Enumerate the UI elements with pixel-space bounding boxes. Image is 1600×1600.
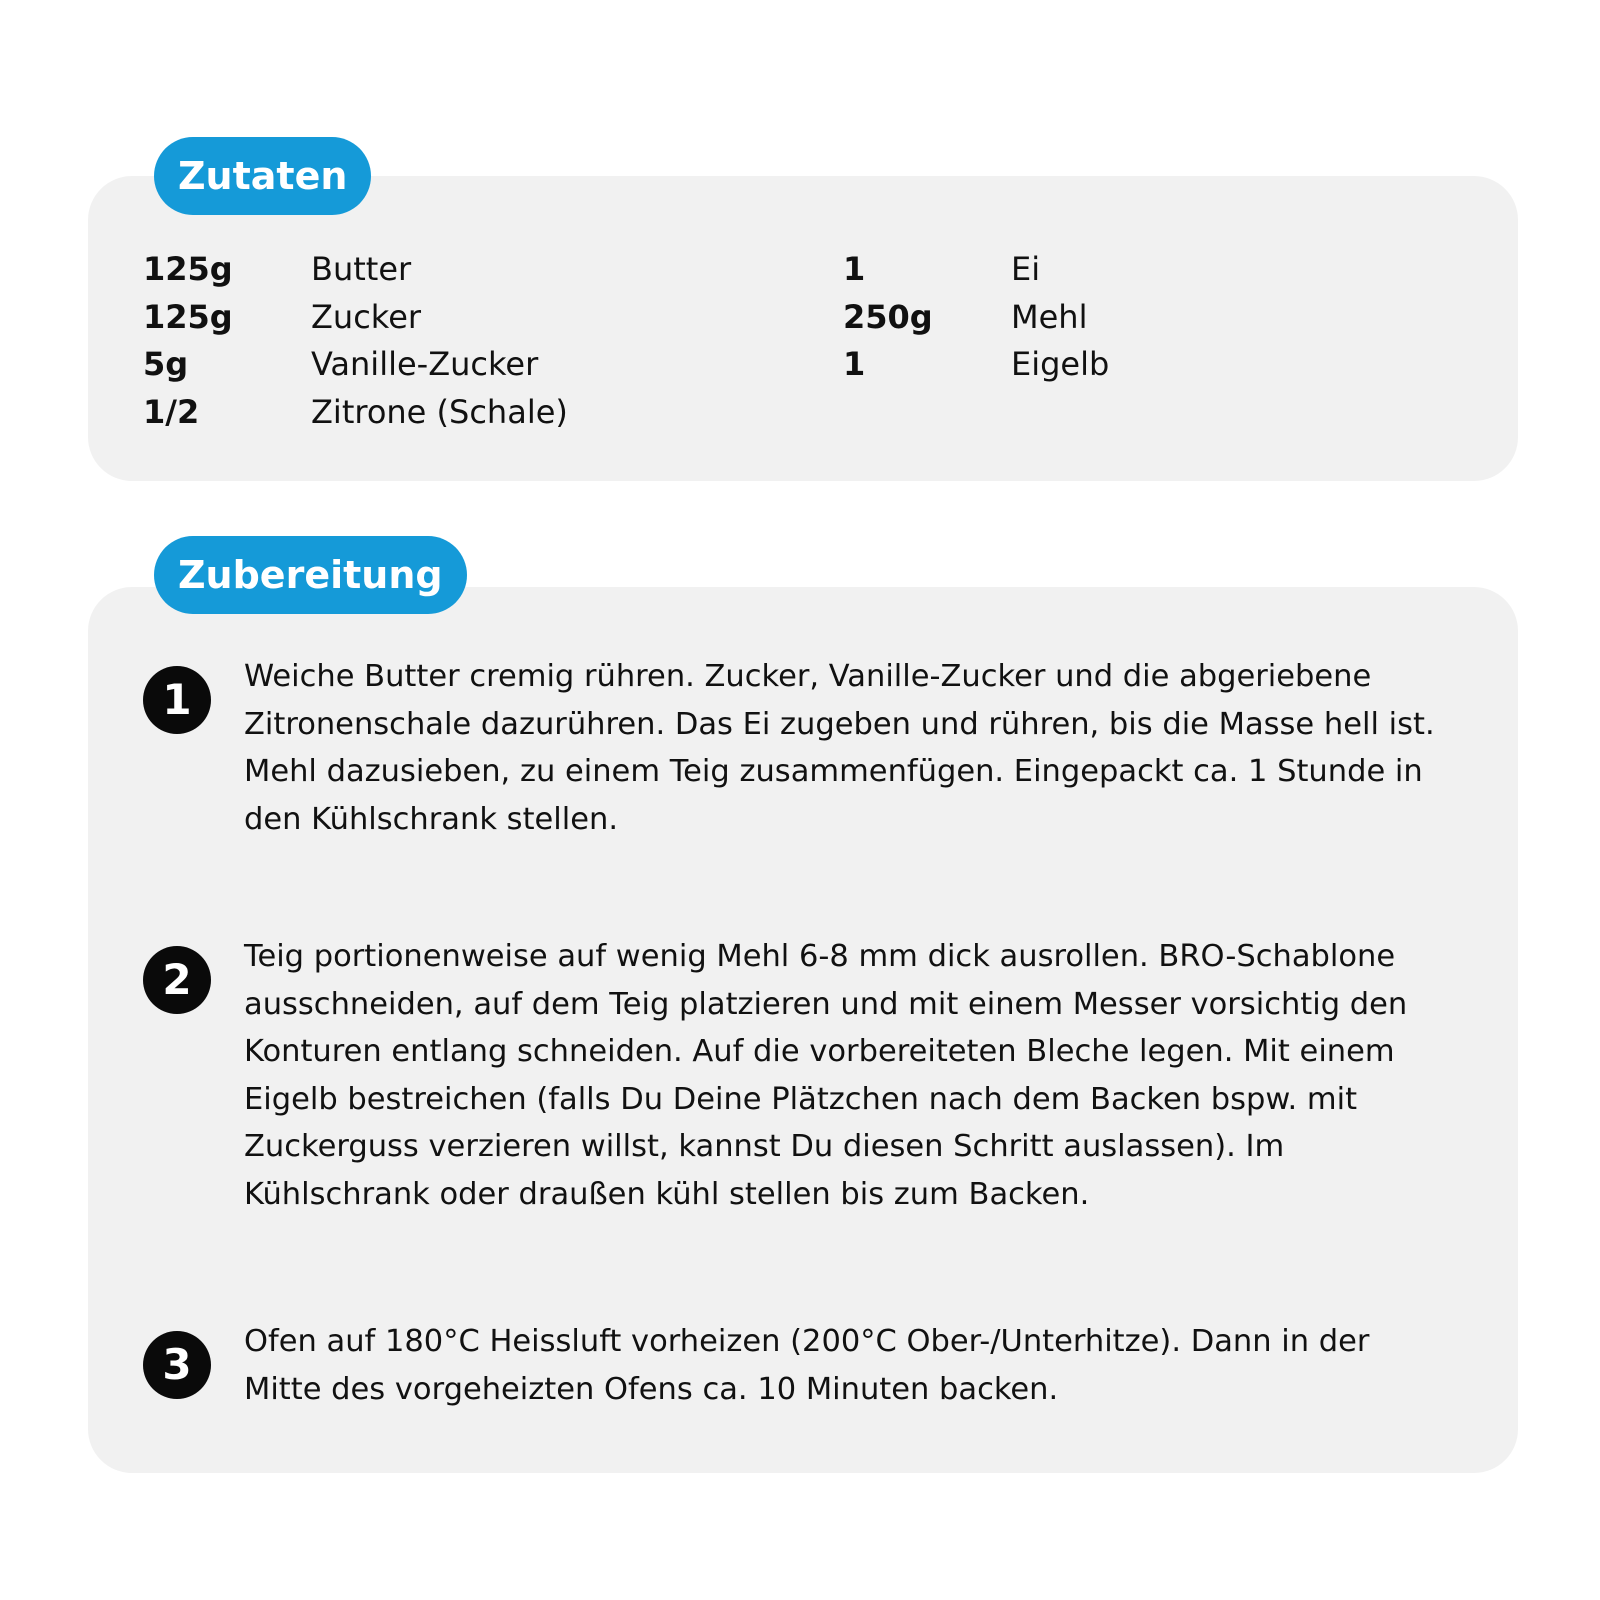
ingredient-quantity: 1/2 [143, 392, 200, 431]
ingredient-name: Zucker [311, 297, 422, 336]
ingredient-quantity: 250g [843, 297, 933, 336]
step-number-badge: 3 [143, 1331, 211, 1399]
ingredient-quantity: 125g [143, 297, 233, 336]
ingredient-name: Butter [311, 250, 412, 288]
ingredient-quantity: 5g [143, 345, 189, 383]
ingredient-name: Vanille-Zucker [311, 345, 539, 383]
preparation-heading: Zubereitung [154, 536, 467, 614]
step-text: Teig portionenweise auf wenig Mehl 6-8 mm dick ausrollen. BRO-Schablone ausschneiden, auf dem Teig platzieren und mit einem Messer vorsichtig den Konturen entlang schneiden. Auf die vorbereiteten Bleche legen. Mit einem Eigelb bestreichen (falls Du Deine Plätzchen nach dem Backen bspw. mit Zuckerguss verzieren willst, kannst Du diesen Schritt auslassen). Im Kühlschrank oder draußen kühl stellen bis zum Backen. [244, 939, 1408, 1212]
ingredients-heading: Zutaten [154, 137, 371, 215]
ingredient-quantity: 1 [843, 345, 866, 383]
step-text: Ofen auf 180°C Heissluft vorheizen (200°C Ober-/Unterhitze). Dann in der Mitte des vorgeheizten Ofens ca. 10 Minuten backen. [244, 1324, 1370, 1407]
ingredient-name: Mehl [1011, 297, 1088, 336]
step-text: Weiche Butter cremig rühren. Zucker, Vanille-Zucker und die abgeriebene Zitronenschale dazurühren. Das Ei zugeben und rühren, bis die Masse hell ist. Mehl dazusieben, zu einem Teig zusammenfügen. Eingepackt ca. 1 Stunde in den Kühlschrank stellen. [244, 659, 1435, 837]
ingredient-quantity: 125g [143, 250, 233, 288]
ingredient-quantity: 1 [843, 250, 866, 288]
step-number-badge: 2 [143, 946, 211, 1014]
ingredient-name: Zitrone (Schale) [311, 392, 568, 431]
step-number-badge: 1 [143, 666, 211, 734]
ingredient-name: Ei [1011, 250, 1041, 288]
ingredient-name: Eigelb [1011, 345, 1110, 383]
ingredients-card [88, 176, 1518, 481]
